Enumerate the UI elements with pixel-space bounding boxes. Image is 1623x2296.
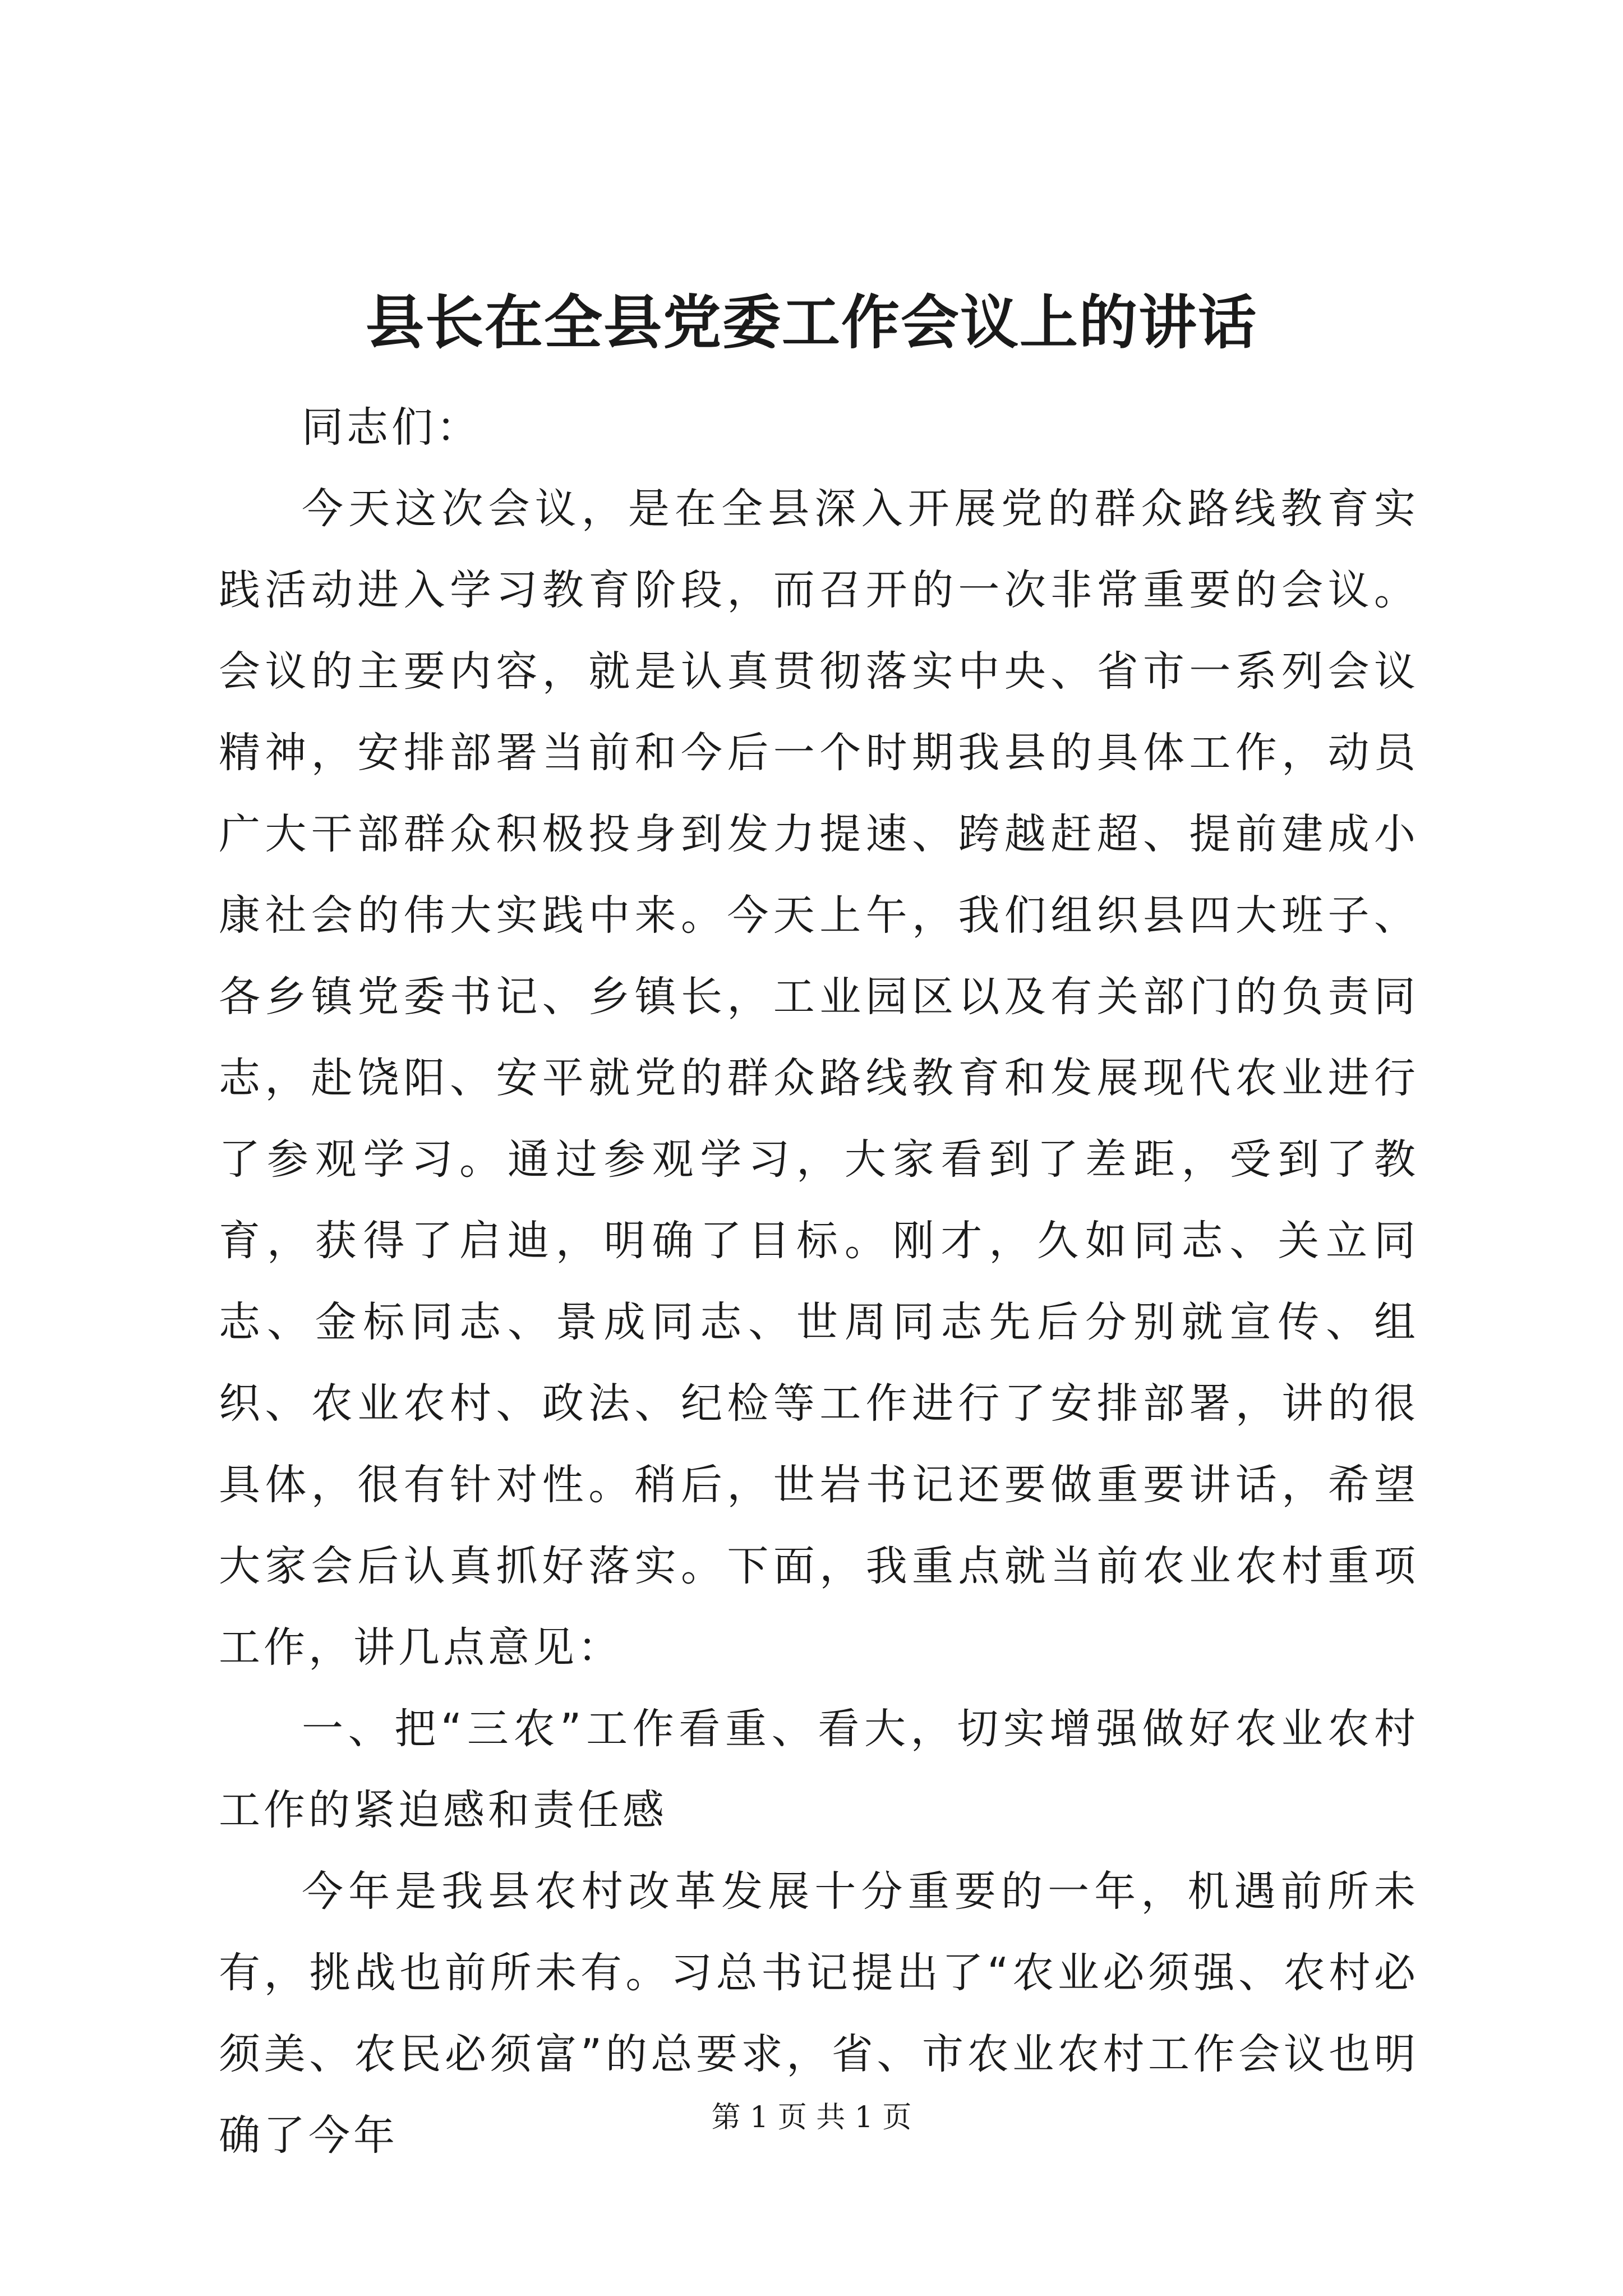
page-footer: 第 1 页 共 1 页 [711,2101,912,2134]
document-title: 县长在全县党委工作会议上的讲话 [365,288,1257,357]
paragraph: 今天这次会议，是在全县深入开展党的群众路线教育实践活动进入学习教育阶段，而召开的一次非常重要的会议。会议的主要内容，就是认真贯彻落实中央、省市一系列会议精神，安排部署当前和今后一个时期我县的具体工作，动员广大干部群众积极投身到发力提速、跨越赶超、提前建成小康社会的伟大实践中来。今天上午，我们组织县四大班子、各乡镇党委书记、乡镇长，工业园区以及有关部门的负责同志，赴饶阳、安平就党的群众路线教育和发展现代农业进行了参观学习。通过参观学习，大家看到了差距，受到了教育，获得了启迪，明确了目标。刚才，久如同志、关立同志、金标同志、景成同志、世周同志先后分别就宣传、组织、农业农村、政法、纪检等工作进行了安排部署，讲的很具体，很有针对性。稍后，世岩书记还要做重要讲话，希望大家会后认真抓好落实。下面，我重点就当前农业农村重项工作，讲几点意见： [219,485,1419,1672]
paragraph: 今年是我县农村改革发展十分重要的一年，机遇前所未有，挑战也前所未有。习总书记提出了“农业必须强、农村必须美、农民必须富”的总要求，省、市农业农村工作会议也明确了今年 [219,1867,1419,2160]
section-heading: 一、把“三农”工作看重、看大，切实增强做好农业农村工作的紧迫感和责任感 [219,1705,1419,1834]
salutation: 同志们： [302,403,481,452]
document-body [219,387,1419,2177]
